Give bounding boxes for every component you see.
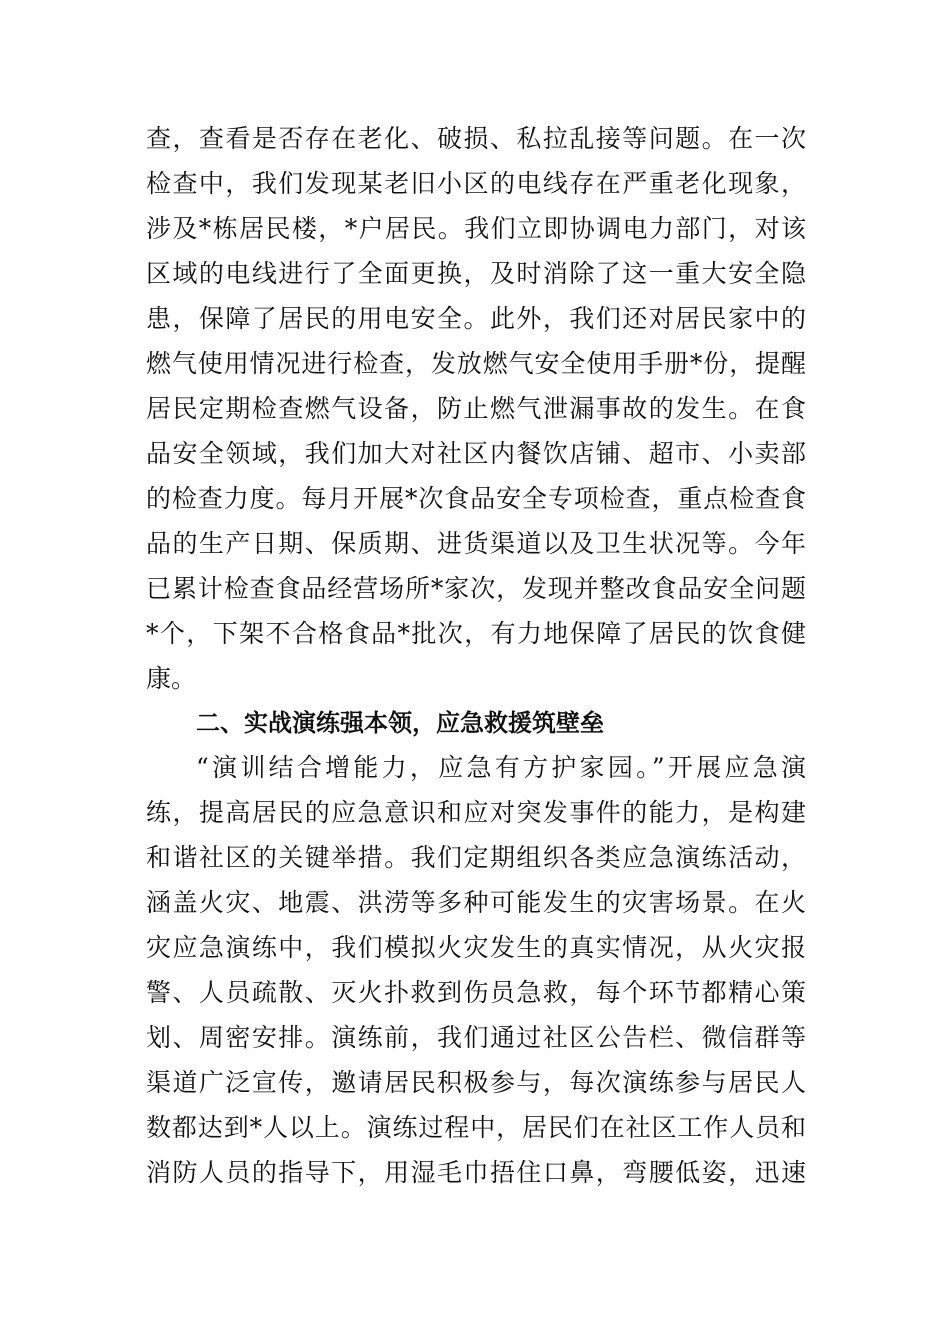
text-line: *个，下架不合格食品*批次，有力地保障了居民的饮食健 [146, 619, 806, 648]
section-heading: 二、实战演练强本领，应急救援筑壁垒 [196, 709, 604, 737]
text-line: “演训结合增能力，应急有方护家园。”开展应急演 [196, 753, 806, 782]
text-line: 居民定期检查燃气设备，防止燃气泄漏事故的发生。在食 [146, 394, 806, 423]
text-line: 品安全领域，我们加大对社区内餐饮店铺、超市、小卖部 [146, 439, 806, 468]
text-line: 查，查看是否存在老化、破损、私拉乱接等问题。在一次 [146, 124, 806, 153]
text-line: 渠道广泛宣传，邀请居民积极参与，每次演练参与居民人 [146, 1068, 806, 1097]
text-line: 品的生产日期、保质期、进货渠道以及卫生状况等。今年 [146, 529, 806, 558]
text-line: 燃气使用情况进行检查，发放燃气安全使用手册*份，提醒 [146, 349, 806, 378]
text-line: 涵盖火灾、地震、洪涝等多种可能发生的灾害场景。在火 [146, 888, 806, 917]
text-line: 数都达到*人以上。演练过程中，居民们在社区工作人员和 [146, 1113, 806, 1142]
text-line: 的检查力度。每月开展*次食品安全专项检查，重点检查食 [146, 484, 806, 513]
text-line: 警、人员疏散、灭火扑救到伤员急救，每个环节都精心策 [146, 978, 806, 1007]
text-line: 检查中，我们发现某老旧小区的电线存在严重老化现象， [146, 169, 806, 198]
text-line: 患，保障了居民的用电安全。此外，我们还对居民家中的 [146, 304, 806, 333]
text-line: 消防人员的指导下，用湿毛巾捂住口鼻，弯腰低姿，迅速 [146, 1158, 806, 1187]
text-line: 划、周密安排。演练前，我们通过社区公告栏、微信群等 [146, 1023, 806, 1052]
text-line: 已累计检查食品经营场所*家次，发现并整改食品安全问题 [146, 574, 806, 603]
text-line: 和谐社区的关键举措。我们定期组织各类应急演练活动， [146, 843, 806, 872]
text-line: 练，提高居民的应急意识和应对突发事件的能力，是构建 [146, 798, 806, 827]
text-line: 康。 [146, 664, 197, 693]
text-line: 灾应急演练中，我们模拟火灾发生的真实情况，从火灾报 [146, 933, 806, 962]
text-line: 涉及*栋居民楼，*户居民。我们立即协调电力部门，对该 [146, 214, 806, 243]
text-line: 区域的电线进行了全面更换，及时消除了这一重大安全隐 [146, 259, 806, 288]
